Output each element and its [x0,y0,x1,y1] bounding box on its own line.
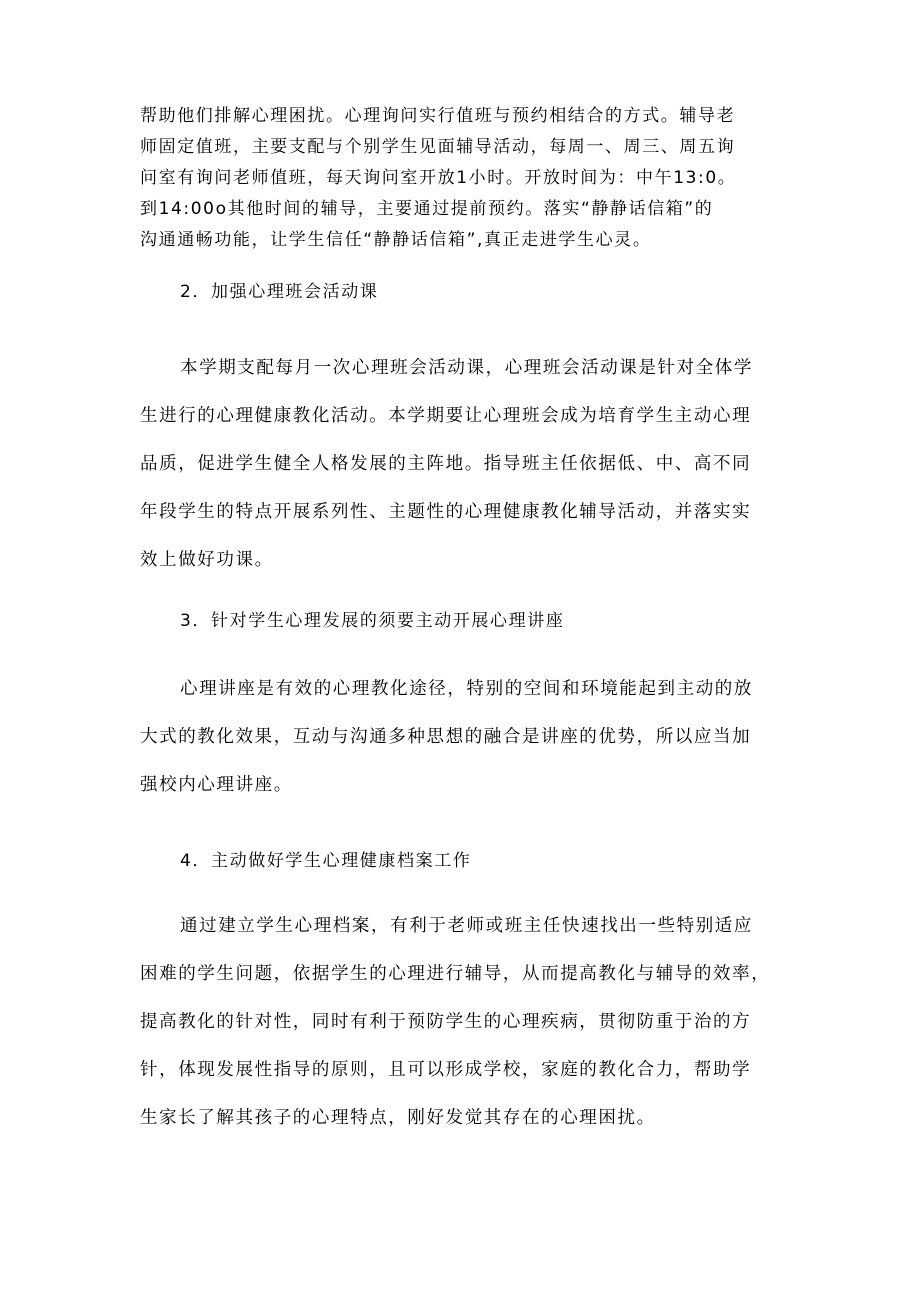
paragraph-lectures [140,665,790,809]
paragraph-line: 针，体现发展性指导的原则，且可以形成学校，家庭的教化合力，帮助学 [140,1060,752,1080]
section-heading-class-meeting: 2．加强心理班会活动课 [180,282,379,302]
paragraph-line: 效上做好功课。 [140,550,274,570]
paragraph-health-records [140,902,790,1142]
paragraph-line: 本学期支配每月一次心理班会活动课，心理班会活动课是针对全体学 [180,358,753,378]
paragraph-line: 强校内心理讲座。 [140,775,293,795]
section-heading-lectures: 3．针对学生心理发展的须要主动开展心理讲座 [180,611,565,631]
paragraph-line: 年段学生的特点开展系列性、主题性的心理健康教化辅导活动，并落实实 [140,502,752,522]
paragraph-line: 大式的教化效果，互动与沟通多种思想的融合是讲座的优势，所以应当加 [140,727,752,747]
paragraph-line: 问室有询问老师值班，每天询问室开放1小时。开放时间为：中午13:0。 [140,168,737,188]
paragraph-class-meeting [140,344,790,584]
paragraph-line: 品质，促进学生健全人格发展的主阵地。指导班主任依据低、中、高不同 [140,454,752,474]
paragraph-line: 师固定值班，主要支配与个别学生见面辅导活动，每周一、周三、周五询 [140,137,736,157]
paragraph-line: 生家长了解其孩子的心理特点，刚好发觉其存在的心理困扰。 [140,1108,656,1128]
paragraph-line: 困难的学生问题，依据学生的心理进行辅导，从而提高教化与辅导的效率， [140,964,771,984]
section-heading-health-records: 4．主动做好学生心理健康档案工作 [180,851,472,871]
paragraph-line: 提高教化的针对性，同时有利于预防学生的心理疾病，贯彻防重于治的方 [140,1012,752,1032]
paragraph-counseling-schedule [140,101,790,256]
paragraph-line: 心理讲座是有效的心理教化途径，特别的空间和环境能起到主动的放 [180,679,753,699]
paragraph-line: 帮助他们排解心理困扰。心理询问实行值班与预约相结合的方式。辅导老 [140,106,736,126]
paragraph-line: 生进行的心理健康教化活动。本学期要让心理班会成为培育学生主动心理 [140,406,752,426]
paragraph-line: 通过建立学生心理档案，有利于老师或班主任快速找出一些特别适应 [180,916,753,936]
paragraph-line: 沟通通畅功能，让学生信任“静静话信箱”,真正走进学生心灵。 [140,230,652,250]
paragraph-line: 到14:00o其他时间的辅导，主要通过提前预约。落实“静静话信箱”的 [140,199,714,219]
